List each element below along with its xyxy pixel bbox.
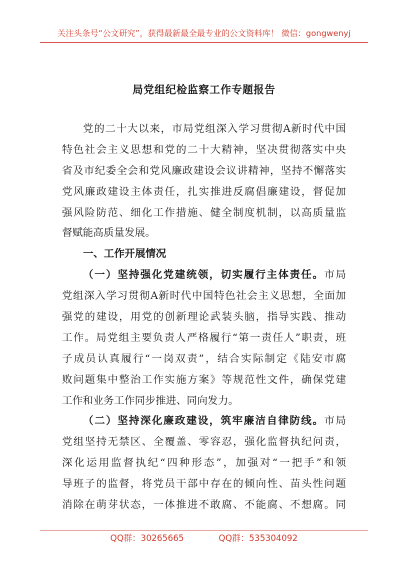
paragraph-line: 工作和业务工作同步推进、同向发力。 [62, 394, 239, 407]
intro-line: 党的二十大以来，市局党组深入学习贯彻A新时代中国 [83, 123, 346, 135]
document-body [62, 119, 346, 516]
footer-qq-group-1: QQ群：30265665 [110, 534, 184, 544]
subsection-2-lead [62, 411, 346, 432]
paragraph-line: 党组深入学习贯彻A新时代中国特色社会主义思想，全面加 [62, 290, 346, 303]
paragraph-line: 深化运用监督执纪“四种形态”，加强对“一把手”和领 [62, 457, 346, 470]
document-title: 局党组纪检监察工作专题报告 [132, 84, 276, 96]
subsection-1-lead-text: 市局 [324, 269, 346, 282]
intro-line: 省及市纪委全会和党风廉政建设会议讲精神，坚持不懈落实 [62, 164, 346, 177]
paragraph-line: 党组坚持无禁区、全覆盖、零容忍，强化监督执纪问责， [62, 436, 346, 449]
footer-divider [40, 530, 368, 531]
intro-line: 督赋能高质量发展。 [62, 227, 156, 240]
header-divider [40, 42, 368, 43]
footer [0, 532, 408, 544]
paragraph-line: 导班子的监督，将党员干部中存在的倾向性、苗头性问题 [62, 478, 346, 491]
section-heading: 一、工作开展情况 [83, 248, 167, 261]
intro-line: 特色社会主义思想和党的二十大精神，坚决贯彻落实中央 [62, 143, 346, 156]
paragraph-line: 败问题集中整治工作实施方案》等规范性文件，确保党建 [62, 373, 346, 386]
paragraph-line: 工作。局党组主要负责人严格履行“第一责任人”职责，班 [62, 331, 346, 344]
footer-qq-group-2: QQ群：535304092 [218, 534, 298, 544]
intro-line: 强风险防范、细化工作措施、健全制度机制，以高质量监 [62, 206, 346, 219]
intro-line: 党风廉政建设主体责任，扎实推进反腐倡廉建设，督促加 [62, 185, 346, 198]
subsection-1-title: （一）坚持强化党建统领，切实履行主体责任。 [83, 269, 325, 282]
header-banner: 关注头条号“公文研究”，获得最新最全最专业的公文资料库！ 微信：gongwenyj [57, 28, 351, 38]
paragraph-line: 强党的建设，用党的创新理论武装头脑，指导实践、推动 [62, 311, 346, 324]
paragraph-line: 子成员认真履行“一岗双责”，结合实际制定《陆安市腐 [62, 352, 346, 365]
subsection-2-lead-text: 市局 [324, 415, 346, 428]
paragraph-line: 消除在萌芽状态，一体推进不敢腐、不能腐、不想腐。同 [62, 499, 346, 512]
subsection-2-title: （二）坚持深化廉政建设，筑牢廉洁自律防线。 [83, 415, 325, 428]
subsection-1-lead [62, 265, 346, 286]
